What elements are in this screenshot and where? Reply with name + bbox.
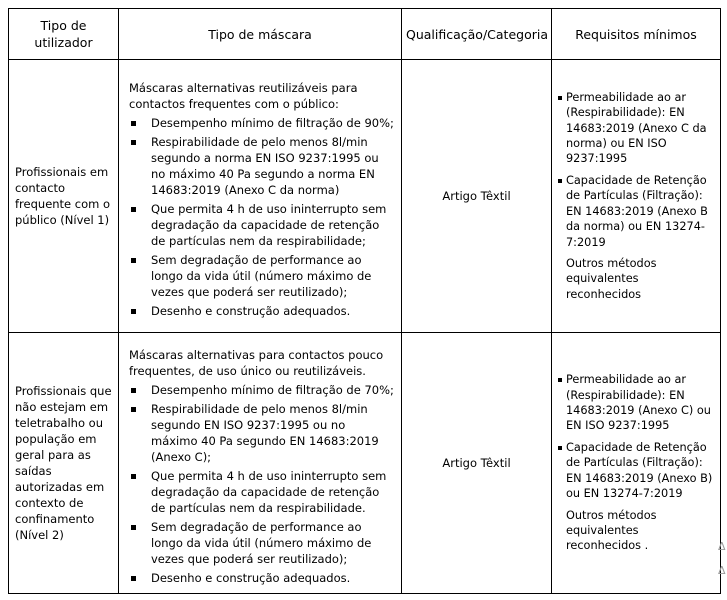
list-item: Permeabilidade ao ar (Respirabilidade): EN 14683:2019 (Anexo C da norma) ou EN ISO 9237:1995 (558, 90, 716, 167)
list-item: Respirabilidade de pelo menos 8l/min segundo EN ISO 9237:1995 ou no máximo 40 Pa segundo EN 14683:2019 (Anexo C); (129, 401, 395, 465)
mask-requirements-table (8, 8, 721, 594)
other-methods: Outros métodos equivalentes reconhecidos (566, 256, 657, 301)
table-row (9, 60, 721, 333)
mask-intro: Máscaras alternativas para contactos pouco frequentes, de uso único ou reutilizáveis. (129, 348, 384, 378)
user-type-cell: Profissionais que não estejam em teletrabalho ou população em geral para as saídas autorizadas em contexto de confinamento (Nível 2) (9, 333, 119, 594)
header-qualification: Qualificação/Categoria (402, 9, 552, 60)
standards-list (558, 372, 716, 501)
list-item: Desempenho mínimo de filtração de 90%; (129, 115, 395, 131)
list-item: Capacidade de Retenção de Partículas (Filtração): EN 14683:2019 (Anexo B da norma) ou EN 13274-7:2019 (558, 173, 716, 250)
list-item: Desempenho mínimo de filtração de 70%; (129, 382, 395, 398)
header-mask-type: Tipo de máscara (119, 9, 402, 60)
header-user-type: Tipo de utilizador (9, 9, 119, 60)
list-item: Sem degradação de performance ao longo da vida útil (número máximo de vezes que poderá ser reutilizado); (129, 252, 395, 300)
list-item: Que permita 4 h de uso ininterrupto sem degradação da capacidade de retenção de partículas nem da respirabilidade. (129, 468, 395, 516)
list-item: Desenho e construção adequados. (129, 570, 395, 586)
list-item: Que permita 4 h de uso ininterrupto sem degradação da capacidade de retenção de partículas nem da respirabilidade; (129, 201, 395, 249)
requirements-cell (552, 333, 721, 594)
list-item: Capacidade de Retenção de Partículas (Filtração): EN 14683:2019 (Anexo B) ou EN 13274-7:2019 (558, 440, 716, 502)
list-item: Respirabilidade de pelo menos 8l/min segundo a norma EN ISO 9237:1995 ou no máximo 40 Pa segundo a norma EN 14683:2019 (Anexo C da norma) (129, 134, 395, 198)
mask-requirements-list (129, 382, 395, 586)
header-row (9, 9, 721, 60)
list-item: Desenho e construção adequados. (129, 303, 395, 319)
table-row (9, 333, 721, 594)
header-requirements: Requisitos mínimos (552, 9, 721, 60)
qualification-cell: Artigo Têxtil (402, 60, 552, 333)
other-methods: Outros métodos equivalentes reconhecidos . (566, 508, 657, 553)
mask-type-cell (119, 333, 402, 594)
requirements-cell (552, 60, 721, 333)
edge-mark: Δ (718, 564, 726, 577)
list-item: Permeabilidade ao ar (Respirabilidade): EN 14683:2019 (Anexo C) ou EN ISO 9237:1995 (558, 372, 716, 434)
mask-requirements-list (129, 115, 395, 319)
mask-type-cell (119, 60, 402, 333)
user-type-cell: Profissionais em contacto frequente com o público (Nível 1) (9, 60, 119, 333)
edge-mark: Δ (718, 540, 726, 553)
qualification-cell: Artigo Têxtil (402, 333, 552, 594)
mask-intro: Máscaras alternativas reutilizáveis para contactos frequentes com o público: (129, 81, 358, 111)
list-item: Sem degradação de performance ao longo da vida útil (número máximo de vezes que poderá ser reutilizado); (129, 519, 395, 567)
standards-list (558, 90, 716, 250)
